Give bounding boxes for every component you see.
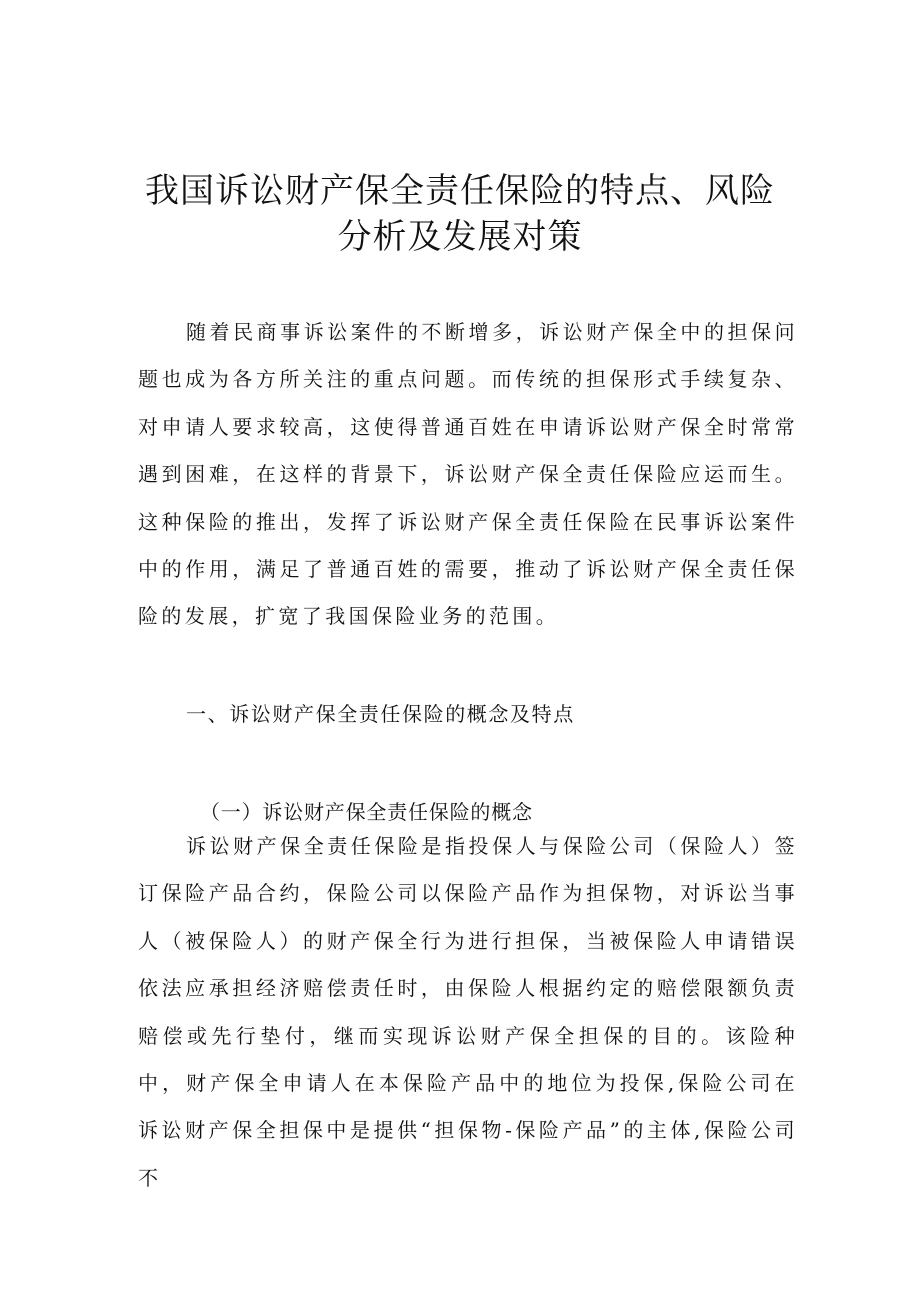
document-title-line-2: 分析及发展对策	[337, 217, 583, 257]
section-heading: 一、诉讼财产保全责任保险的概念及特点	[186, 702, 575, 726]
concept-paragraph: 诉讼财产保全责任保险是指投保人与保险公司（保险人）签订保险产品合约，保险公司以保险产品作为担保物，对诉讼当事人（被保险人）的财产保全行为进行担保，当被保险人申请错误依法应承担经济赔偿责任时，由保险人根据约定的赔偿限额负责赔偿或先行垫付，继而实现诉讼财产保全担保的目的。该险种中，财产保全申请人在本保险产品中的地位为投保,保险公司在诉讼财产保全担保中是提供“担保物-保险产品”的主体,保险公司不	[138, 834, 798, 1190]
document-title-line-1: 我国诉讼财产保全责任保险的特点、风险	[145, 171, 775, 211]
intro-paragraph: 随着民商事诉讼案件的不断增多，诉讼财产保全中的担保问题也成为各方所关注的重点问题。而传统的担保形式手续复杂、对申请人要求较高，这使得普通百姓在申请诉讼财产保全时常常遇到困难，在这样的背景下，诉讼财产保全责任保险应运而生。这种保险的推出，发挥了诉讼财产保全责任保险在民事诉讼案件中的作用，满足了普通百姓的需要，推动了诉讼财产保全责任保险的发展，扩宽了我国保险业务的范围。	[138, 320, 798, 629]
subsection-heading: （一）诉讼财产保全责任保险的概念	[200, 800, 533, 824]
